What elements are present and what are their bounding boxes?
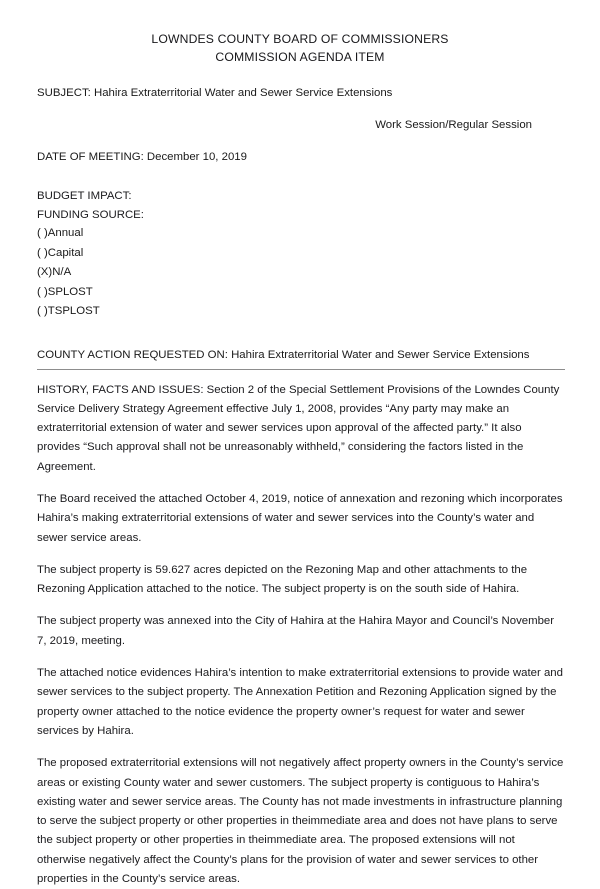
body-paragraph-history: HISTORY, FACTS AND ISSUES: Section 2 of the Special Settlement Provisions of the Lowndes County Service Delivery Strategy Agreement effective July 1, 2008, provides “Any party may make an extraterritorial extension of water and sewer services upon approval of the affected party.” It also provides “Such approval shall not be unreasonably withheld,” considering the factors listed in the Agreement. [37,383,560,473]
funding-option-tsplost[interactable] [37,302,565,322]
funding-option-na[interactable] [37,263,565,283]
session-type-line: Work Session/Regular Session [375,119,532,131]
checkbox-na[interactable]: (X) [37,266,53,278]
checkbox-annual[interactable]: ( ) [37,227,48,239]
funding-source-label: FUNDING SOURCE: [37,208,144,221]
budget-block [37,187,565,322]
budget-impact-label: BUDGET IMPACT: [37,190,132,202]
funding-option-label: TSPLOST [47,305,100,317]
organization-title: LOWNDES COUNTY BOARD OF COMMISSIONERS [151,32,449,46]
funding-option-annual[interactable] [37,224,565,244]
funding-option-capital[interactable] [37,244,565,264]
section-divider [37,369,565,370]
date-of-meeting-line: DATE OF MEETING: December 10, 2019 [37,151,247,163]
document-content [0,84,600,889]
body-paragraph-proposed-extensions: The proposed extraterritorial extensions will not negatively affect property owners in the County’s service areas or existing County water and sewer customers. The subject property is contiguous to Hahira’s existing water and sewer service areas. The County has not made investments in infrastructure planning to serve the subject property or other properties in theimmediate area and does not have plans to serve the subject property or other properties in theimmediate area. The proposed extensions will not otherwise negatively affect the County’s plans for the provision of water and sewer services to other properties in the County’s service areas. [37,757,564,886]
checkbox-capital[interactable]: ( ) [37,246,48,259]
body-paragraph-notice-evidence: The attached notice evidences Hahira’s intention to make extraterritorial extensions to provide water and sewer services to the subject property. The Annexation Petition and Rezoning Application signed by the property owner attached to the notice evidence the property owner’s request for water and sewer services by Hahira. [37,667,563,737]
funding-option-label: SPLOST [47,285,93,298]
county-action-requested-line: COUNTY ACTION REQUESTED ON: Hahira Extraterritorial Water and Sewer Service Extensions [37,348,530,361]
document-header [0,0,600,66]
body-paragraph-subject-property-acres: The subject property is 59.627 acres depicted on the Rezoning Map and other attachments to the Rezoning Application attached to the notice. The subject property is on the south side of Hahira. [37,563,528,596]
checkbox-splost[interactable]: ( ) [37,285,48,298]
body-paragraph-board-received: The Board received the attached October 4, 2019, notice of annexation and rezoning which incorporates Hahira’s making extraterritorial extensions of water and sewer services into the County’s water and sewer service areas. [37,492,563,544]
funding-option-label: Annual [47,227,84,239]
funding-option-splost[interactable] [37,283,565,303]
subject-line: SUBJECT: Hahira Extraterritorial Water and Sewer Service Extensions [37,87,393,99]
checkbox-tsplost[interactable]: ( ) [37,305,48,317]
funding-option-label: Capital [47,246,84,259]
funding-option-label: N/A [52,266,72,278]
body-paragraph-annexation: The subject property was annexed into the City of Hahira at the Hahira Mayor and Council’s November 7, 2019, meeting. [37,615,555,647]
funding-source-options [37,224,565,322]
document-type-title: COMMISSION AGENDA ITEM [215,50,385,64]
